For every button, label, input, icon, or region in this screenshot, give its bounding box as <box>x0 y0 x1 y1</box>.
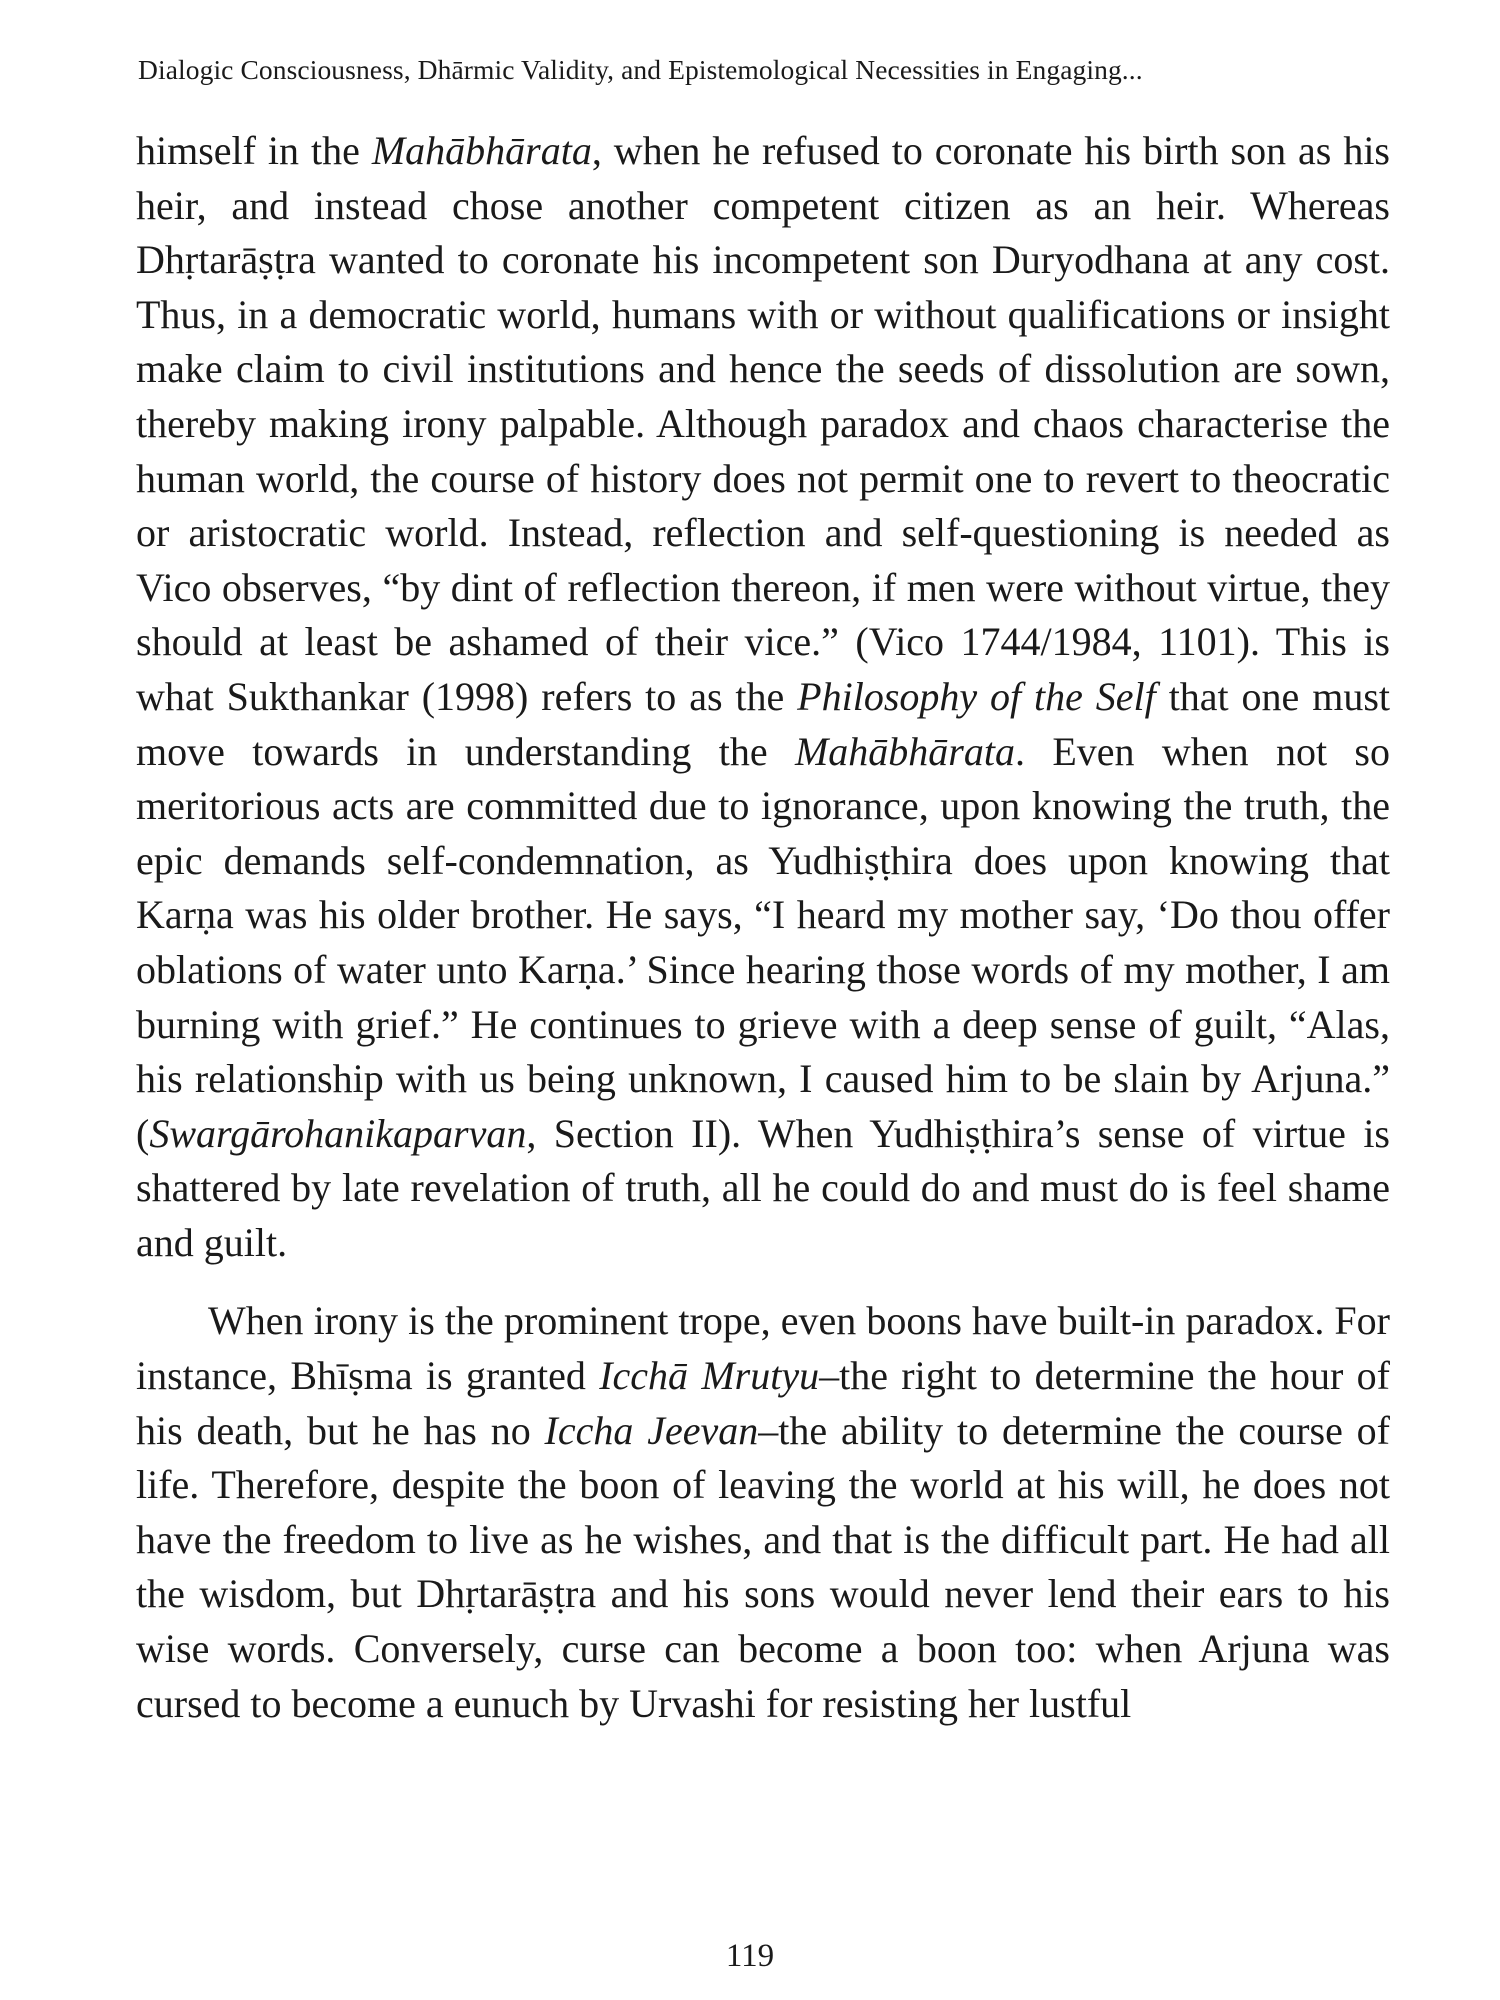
italic-text: Mahābhārata <box>794 728 1015 774</box>
italic-text: Swargārohanikaparvan <box>149 1110 527 1156</box>
paragraph <box>136 124 1390 1270</box>
text-run: When irony is the prominent trope, even boons have built-in paradox. For instance, Bhīṣma is granted <box>136 1298 1390 1399</box>
running-head: Dialogic Consciousness, Dhārmic Validity, and Epistemological Necessities in Engaging... <box>138 54 1143 85</box>
text-run: , when he refused to coronate his birth son as his heir, and instead chose another competent citizen as an heir. Whereas Dhṛtarāṣṭra wanted to coronate his incompetent son Duryodhana at any cost. Thus, in a democratic world, humans with or without qualifications or insight make claim to civil institutions and hence the seeds of dissolution are sown, thereby making irony palpable. Although paradox and chaos characterise the human world, the course of history does not permit one to revert to theocratic or aristocratic world. Instead, reflection and self-questioning is needed as Vico observes, “by dint of reflection thereon, if men were without virtue, they should at least be ashamed of their vice.” (Vico 1744/1984, 1101). This is what Sukthankar (1998) refers to as the <box>136 128 1390 719</box>
page-number: 119 <box>725 1938 775 1974</box>
text-run: that one must move towards in understanding the <box>136 673 1390 774</box>
italic-text: Icchā Mrutyu <box>599 1353 820 1399</box>
body-text <box>136 124 1390 1731</box>
text-run: –the right to determine the hour of his death, but he has no <box>136 1353 1390 1453</box>
text-run: –the ability to determine the course of life. Therefore, despite the boon of leaving the world at his will, he does not have the freedom to live as he wishes, and that is the difficult part. He had all the wisdom, but Dhṛtarāṣṭra and his sons would never lend their ears to his wise words. Conversely, curse can become a boon too: when Arjuna was cursed to become a eunuch by Urvashi for resisting her lustful <box>136 1407 1390 1726</box>
italic-text: Philosophy of the Self <box>797 673 1156 719</box>
text-run: himself in the <box>136 128 372 173</box>
italic-text: Iccha Jeevan <box>544 1407 759 1453</box>
text-run: , Section II). When Yudhiṣṭhira’s sense of virtue is shattered by late revelation of truth, all he could do and must do is feel shame and guilt. <box>136 1110 1390 1265</box>
italic-text: Mahābhārata <box>371 128 592 173</box>
text-run: . Even when not so meritorious acts are committed due to ignorance, upon knowing the truth, the epic demands self-condemnation, as Yudhiṣṭhira does upon knowing that Karṇa was his older brother. He says, “I heard my mother say, ‘Do thou offer oblations of water unto Karṇa.’ Since hearing those words of my mother, I am burning with grief.” He continues to grieve with a deep sense of guilt, “Alas, his relationship with us being unknown, I caused him to be slain by Arjuna.” ( <box>136 728 1390 1156</box>
paragraph <box>136 1294 1390 1731</box>
